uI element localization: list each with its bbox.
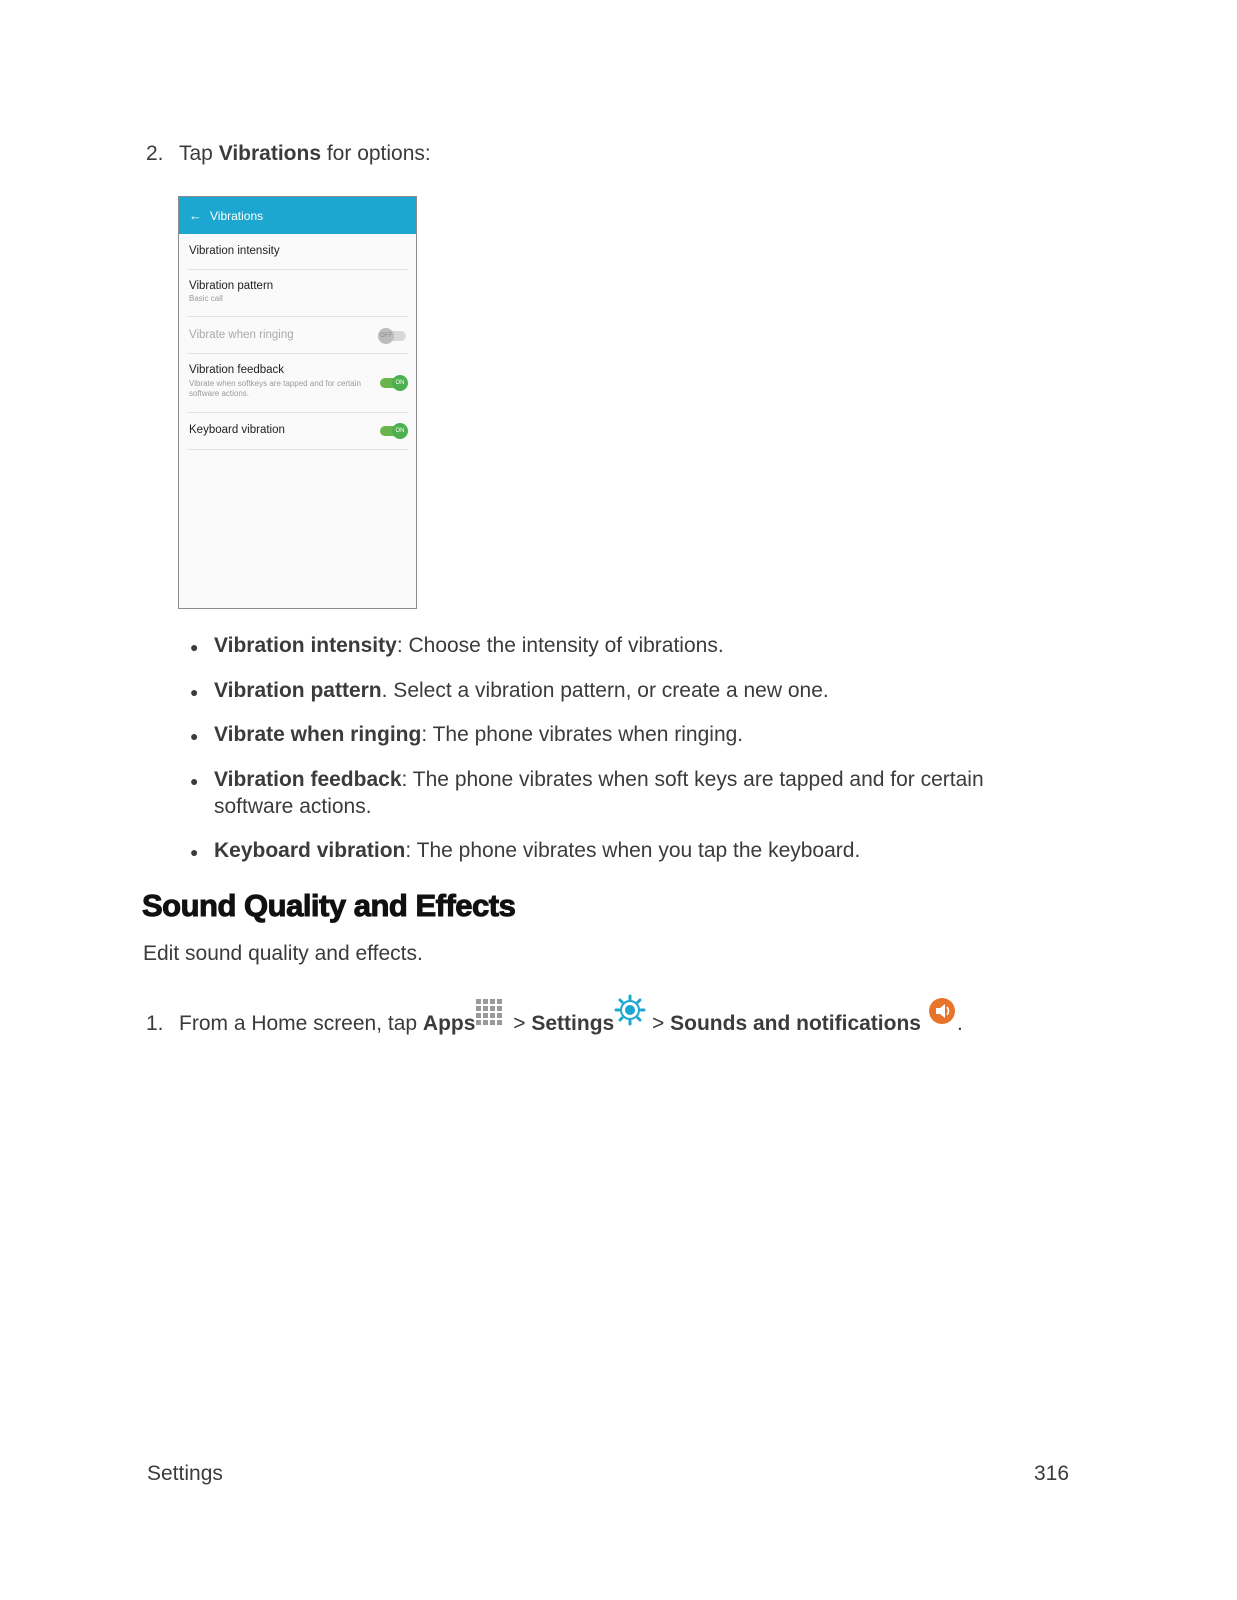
vibrate-when-ringing-toggle[interactable] xyxy=(380,331,406,341)
bullet-term: Keyboard vibration xyxy=(214,839,406,862)
setting-title: Vibration pattern xyxy=(189,280,274,292)
sounds-notifications-icon xyxy=(921,996,957,1038)
vibrations-screenshot xyxy=(178,196,417,609)
bullet-dot: ● xyxy=(190,639,199,655)
list-item xyxy=(190,721,1050,748)
step-text-pre: From a Home screen, tap xyxy=(179,1012,423,1035)
bullet-dot: ● xyxy=(190,773,199,789)
toggle-knob: ON xyxy=(392,423,408,439)
step-number: 2. xyxy=(146,142,164,165)
apps-label: Apps xyxy=(422,1012,476,1035)
setting-row-vibration-intensity[interactable] xyxy=(187,234,408,270)
bullet-dot: ● xyxy=(190,844,199,860)
setting-title: Vibration intensity xyxy=(189,245,280,257)
app-bar xyxy=(179,197,416,234)
step-text-post: for options: xyxy=(321,142,431,165)
step-number: 1. xyxy=(146,1012,164,1035)
vibration-feedback-toggle[interactable] xyxy=(380,378,406,388)
step-text-pre: Tap xyxy=(179,142,219,165)
bullet-dot: ● xyxy=(190,684,199,700)
section-intro: Edit sound quality and effects. xyxy=(143,942,423,965)
footer-section: Settings xyxy=(147,1462,223,1485)
setting-title: Vibration feedback xyxy=(189,364,285,376)
bullet-desc: : Choose the intensity of vibrations. xyxy=(396,634,724,657)
setting-title: Vibrate when ringing xyxy=(189,329,294,341)
toggle-knob: ON xyxy=(392,375,408,391)
bullet-desc: : The phone vibrates when soft keys are tapped and for certain software actions. xyxy=(214,768,984,818)
vibration-options-list xyxy=(190,632,1050,864)
step-2 xyxy=(146,142,431,166)
apps-grid-icon xyxy=(475,998,507,1038)
setting-row-vibration-feedback[interactable] xyxy=(187,354,408,413)
bullet-term: Vibration intensity xyxy=(214,634,397,657)
bullet-dot: ● xyxy=(190,728,199,744)
step-end: . xyxy=(956,1012,963,1035)
bullet-term: Vibration feedback xyxy=(214,768,402,791)
setting-subtitle: Basic call xyxy=(189,294,223,303)
setting-subtitle: Vibrate when softkeys are tapped and for certain software actions. xyxy=(189,379,361,398)
app-bar-title: Vibrations xyxy=(210,208,264,223)
setting-row-vibration-pattern[interactable] xyxy=(187,270,408,317)
step-bold: Vibrations xyxy=(218,142,322,165)
separator: > xyxy=(646,1012,671,1035)
settings-gear-icon xyxy=(614,994,646,1038)
step-1 xyxy=(146,994,963,1038)
bullet-desc: : The phone vibrates when you tap the keyboard. xyxy=(405,839,861,862)
page-number: 316 xyxy=(1034,1462,1070,1485)
bullet-desc: . Select a vibration pattern, or create a new one. xyxy=(381,679,829,702)
bullet-term: Vibrate when ringing xyxy=(214,723,422,746)
toggle-knob: OFF xyxy=(378,328,394,344)
bullet-desc: : The phone vibrates when ringing. xyxy=(421,723,744,746)
sounds-label: Sounds and notifications xyxy=(670,1012,921,1035)
list-item xyxy=(190,677,1050,704)
settings-label: Settings xyxy=(531,1012,615,1035)
keyboard-vibration-toggle[interactable] xyxy=(380,426,406,436)
bullet-term: Vibration pattern xyxy=(214,679,382,702)
list-item xyxy=(190,632,1050,659)
setting-row-vibrate-when-ringing[interactable] xyxy=(187,317,408,354)
back-arrow-icon[interactable]: ← xyxy=(189,208,202,223)
list-item xyxy=(190,766,1050,820)
setting-title: Keyboard vibration xyxy=(189,424,285,436)
separator: > xyxy=(507,1012,532,1035)
setting-row-keyboard-vibration[interactable] xyxy=(187,413,408,450)
list-item xyxy=(190,837,1050,864)
section-heading: Sound Quality and Effects xyxy=(142,888,516,923)
